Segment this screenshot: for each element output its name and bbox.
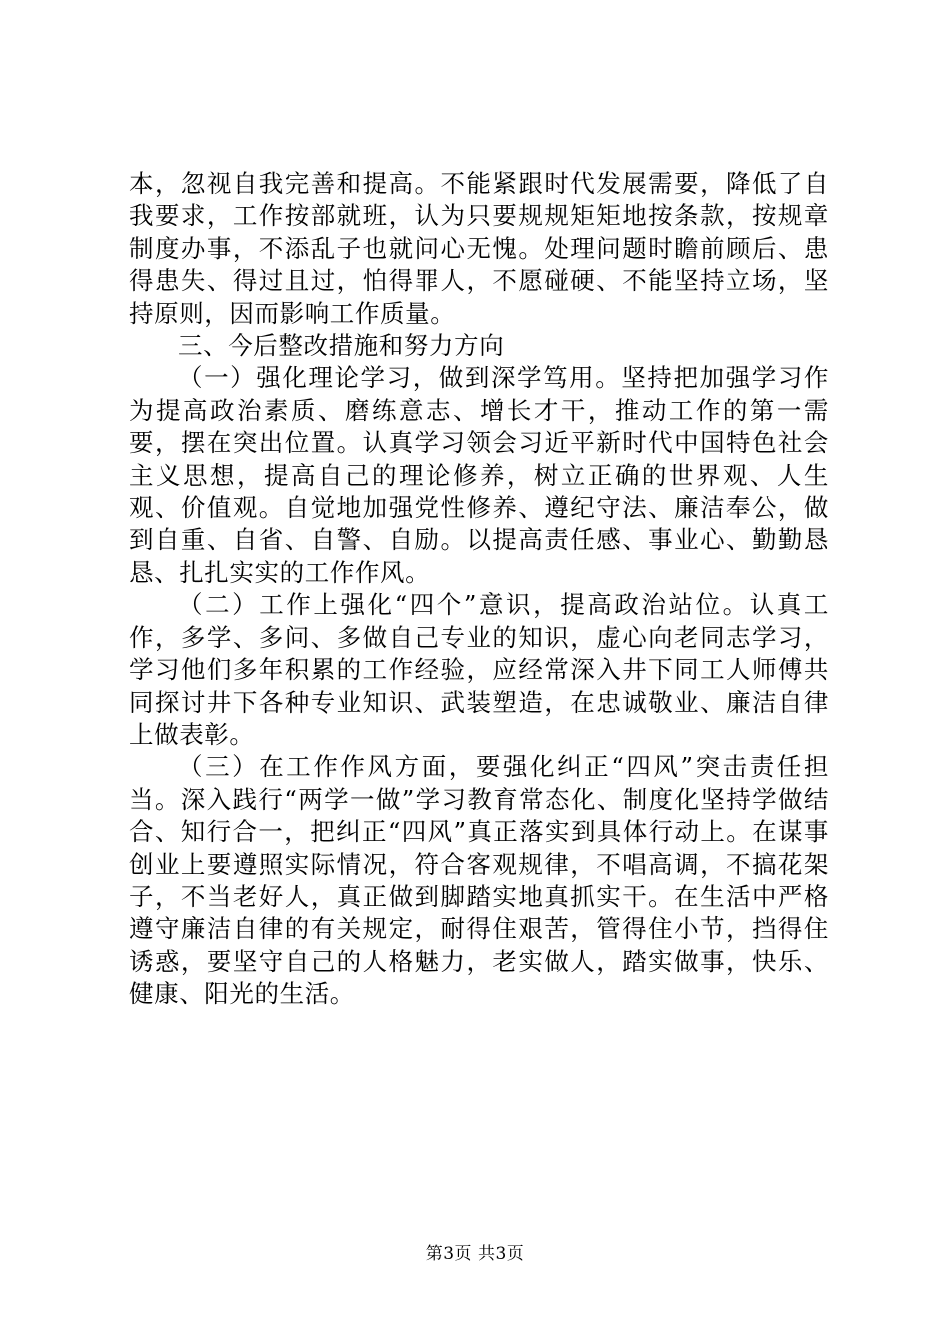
paragraph-measure-2: （二）工作上强化“四个”意识，提高政治站位。认真工作，多学、多问、多做自己专业的知识，虚心向老同志学习，学习他们多年积累的工作经验，应经常深入井下同工人师傅共同探讨井下各种专业知识、武装塑造，在忠诚敬业、廉洁自律上做表彰。 xyxy=(129,590,829,749)
document-body xyxy=(129,168,829,1011)
paragraph-measure-3: （三）在工作作风方面，要强化纠正“四风”突击责任担当。深入践行“两学一做”学习教育常态化、制度化坚持学做结合、知行合一，把纠正“四风”真正落实到具体行动上。在谋事创业上要遵照实际情况，符合客观规律，不唱高调，不搞花架子，不当老好人，真正做到脚踏实地真抓实干。在生活中严格遵守廉洁自律的有关规定，耐得住艰苦，管得住小节，挡得住诱惑，要坚守自己的人格魅力，老实做人，踏实做事，快乐、健康、阳光的生活。 xyxy=(129,752,829,1009)
paragraph-continuation: 本，忽视自我完善和提高。不能紧跟时代发展需要，降低了自我要求，工作按部就班，认为只要规规矩矩地按条款，按规章制度办事，不添乱子也就问心无愧。处理问题时瞻前顾后、患得患失、得过且过，怕得罪人，不愿碰硬、不能坚持立场，坚持原则，因而影响工作质量。 xyxy=(129,169,829,328)
paragraph-measure-1: （一）强化理论学习，做到深学笃用。坚持把加强学习作为提高政治素质、磨练意志、增长才干，推动工作的第一需要，摆在突出位置。认真学习领会习近平新时代中国特色社会主义思想，提高自己的理论修养，树立正确的世界观、人生观、价值观。自觉地加强党性修养、遵纪守法、廉洁奉公，做到自重、自省、自警、自励。以提高责任感、事业心、勤勤恳恳、扎扎实实的工作作风。 xyxy=(129,363,829,587)
page-number-footer: 第3页 共3页 xyxy=(425,1244,525,1264)
section-heading: 三、今后整改措施和努力方向 xyxy=(178,331,505,361)
